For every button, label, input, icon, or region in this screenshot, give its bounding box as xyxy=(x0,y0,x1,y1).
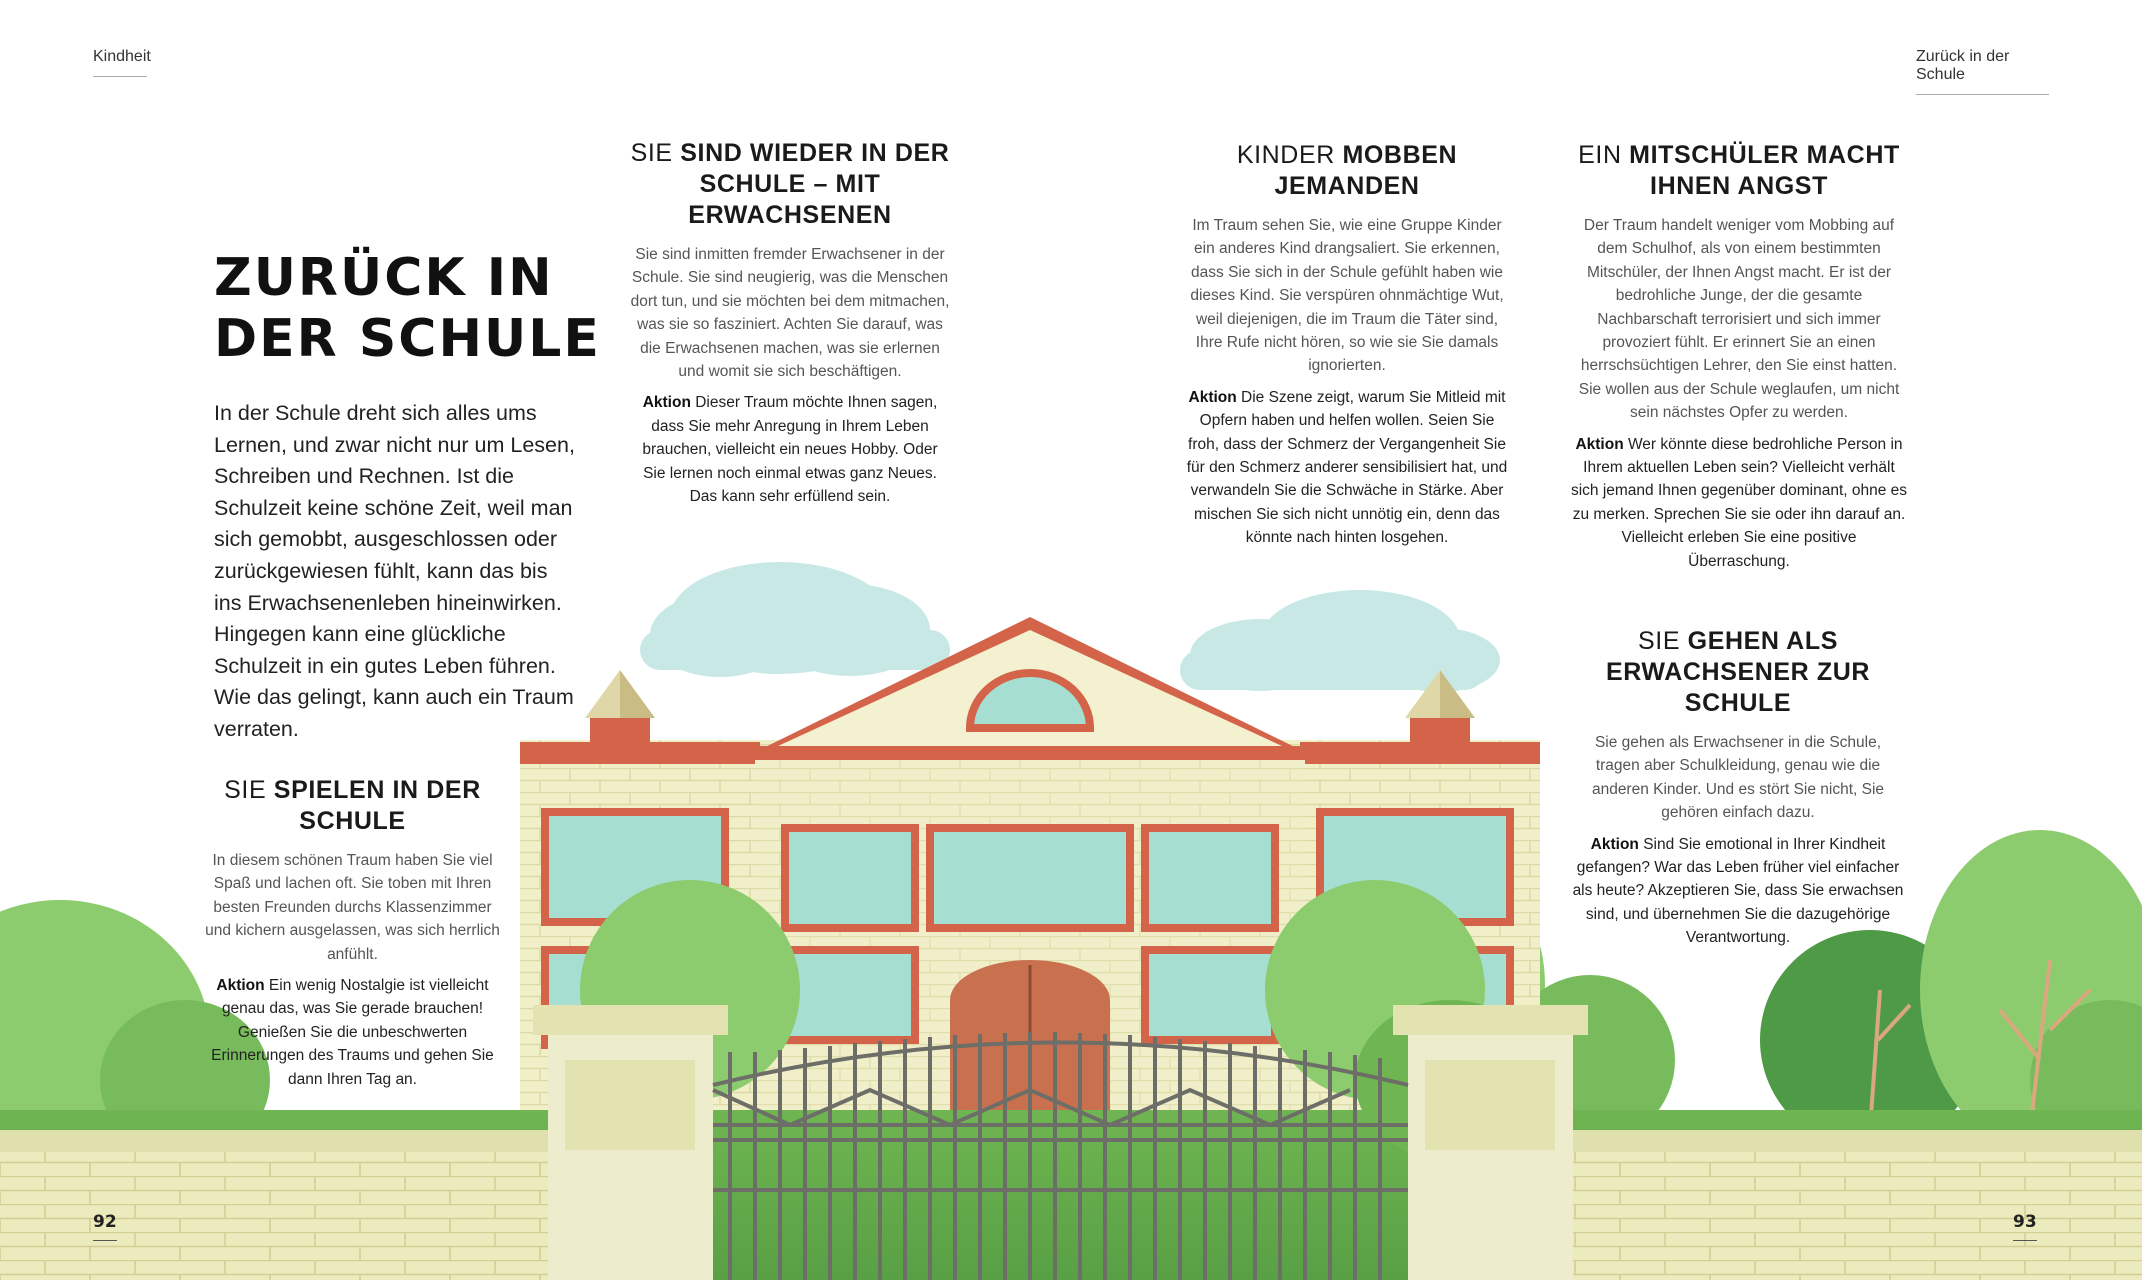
section-body: Sie sind inmitten fremder Erwachsener in der Schule. Sie sind neugierig, was die Menschen dort tun, und sie möchten bei dem mitmachen, was sie so fasziniert. Achten Sie darauf, was die Erwachsenen machen, was sie erlernen und womit sie sich beschäftigen. xyxy=(630,246,950,381)
section-body: Der Traum handelt weniger vom Mobbing auf dem Schulhof, als von einem bestimmten Mitschüler, der Ihnen Angst macht. Er ist der bedrohliche Junge, der die gesamte Nachbarschaft terrorisiert und sich immer provoziert fühlt. Er erinnert Sie an einen herrschsüchtigen Lehrer, den Sie einst hatten. Sie wollen aus der Schule weglaufen, um nicht sein nächstes Opfer zu werden. xyxy=(1578,217,1900,422)
wall-right xyxy=(1530,1130,2142,1280)
section-spielen xyxy=(200,775,505,1091)
section-heading: SIE GEHEN ALS ERWACHSENER ZUR SCHULE xyxy=(1605,627,1871,717)
section-wieder-in-der-schule xyxy=(630,138,950,508)
page-number-right: 93 xyxy=(2013,1212,2037,1241)
page-title-line-2: DER SCHULE xyxy=(214,309,601,369)
section-als-erwachsener xyxy=(1572,626,1904,950)
section-body: In diesem schönen Traum haben Sie viel Spaß und lachen oft. Sie toben mit Ihren besten Freunden durchs Klassenzimmer und kichern ausgelassen, was sich herrlich anfühlt. xyxy=(205,852,500,963)
intro-text: In der Schule dreht sich alles ums Lernen, und zwar nicht nur um Lesen, Schreiben und Rechnen. Ist die Schulzeit keine schöne Zeit, weil man sich gemobbt, ausgeschlossen oder zurückgewiesen fühlt, kann das bis ins Erwachsenenleben hineinwirken. Hingegen kann eine glückliche Schulzeit in ein gutes Leben führen. Wie das gelingt, kann auch ein Traum verraten. xyxy=(214,401,575,741)
section-action: Aktion Dieser Traum möchte Ihnen sagen, dass Sie mehr Anregung in Ihrem Leben brauchen, vielleicht ein neues Hobby. Oder Sie lernen noch einmal etwas ganz Neues. Das kann sehr erfüllend sein. xyxy=(642,394,938,506)
section-body: Im Traum sehen Sie, wie eine Gruppe Kinder ein anderes Kind drangsaliert. Sie erkennen, dass Sie sich in der Schule gefühlt haben wie dieses Kind. Sie verspüren ohnmächtige Wut, weil diejenigen, die im Traum die Täter sind, Ihre Rufe nicht hören, so wie sie Sie damals ignorierten. xyxy=(1190,217,1504,375)
cloud-left xyxy=(640,562,950,677)
section-heading: EIN MITSCHÜLER MACHT IHNEN ANGST xyxy=(1578,141,1900,200)
running-head-left: Kindheit xyxy=(93,48,147,77)
section-mobben xyxy=(1182,140,1512,550)
cloud-right xyxy=(1180,590,1500,692)
section-action: Aktion Sind Sie emotional in Ihrer Kindheit gefangen? War das Leben früher viel einfacher als heute? Akzeptieren Sie, dass Sie erwachsen sind, und übernehmen Sie die dazugehörige Verantwortung. xyxy=(1572,835,1904,947)
section-action: Aktion Wer könnte diese bedrohliche Person in Ihrem aktuellen Leben sein? Vielleicht verhält sich jemand Ihnen gegenüber dominant, ohne es zu merken. Sprechen Sie sie oder ihn darauf an. Vielleicht erleben Sie eine positive Überraschung. xyxy=(1570,435,1908,570)
wall-left xyxy=(0,1130,550,1280)
gate-pillar-left xyxy=(533,1005,728,1280)
section-heading: SIE SPIELEN IN DER SCHULE xyxy=(224,776,481,835)
running-head-right: Zurück in der Schule xyxy=(1916,48,2049,95)
gate-pillar-right xyxy=(1393,1005,1588,1280)
section-heading: KINDER MOBBEN JEMANDEN xyxy=(1236,141,1458,200)
section-body: Sie gehen als Erwachsener in die Schule, tragen aber Schulkleidung, genau wie die anderen Kinder. Und es stört Sie nicht, Sie gehören einfach dazu. xyxy=(1591,734,1885,822)
section-heading: SIE SIND WIEDER IN DER SCHULE – MIT ERWACHSENEN xyxy=(630,139,950,229)
page-title xyxy=(214,248,601,370)
page-title-line-1: ZURÜCK IN xyxy=(214,248,554,308)
section-action: Aktion Ein wenig Nostalgie ist vielleicht genau das, was Sie gerade brauchen! Genießen Sie die unbeschwerten Erinnerungen des Traums und gehen Sie dann Ihren Tag an. xyxy=(211,977,494,1088)
page-number-left: 92 xyxy=(93,1212,117,1241)
section-mitschueler xyxy=(1570,140,1908,573)
section-action: Aktion Die Szene zeigt, warum Sie Mitleid mit Opfern haben und helfen wollen. Seien Sie froh, dass der Schmerz der Vergangenheit Sie für den Schmerz anderer sensibilisiert hat, und verwandeln Sie die Schwäche in Stärke. Aber mischen Sie sich nicht unnötig ein, denn das könnte nach hinten losgehen. xyxy=(1186,388,1508,547)
